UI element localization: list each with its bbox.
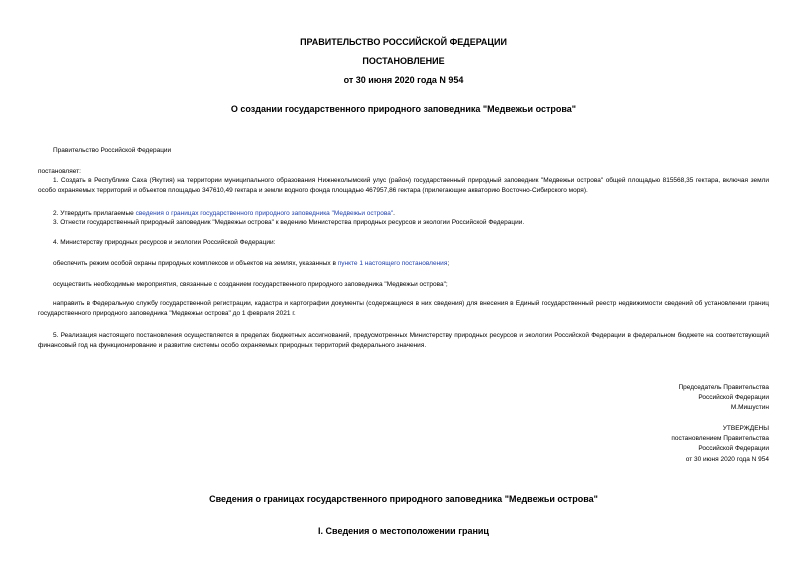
- paragraph-4: 4. Министерству природных ресурсов и экологии Российской Федерации:: [53, 239, 276, 246]
- approval-line-3: Российской Федерации: [698, 445, 769, 452]
- decides-text: постановляет:: [38, 168, 81, 175]
- approval-line-2: постановлением Правительства: [671, 435, 769, 442]
- signature-title: Председатель Правительства: [678, 384, 769, 391]
- paragraph-5: 5. Реализация настоящего постановления осуществляется в пределах бюджетных ассигнований, предусмотренных Министерству природных ресурсов и экологии Российской Федерации в федеральном бюджете на соответствующий финансовый год на функционирование и развитие системы особо охраняемых природных территорий федерального значения.: [38, 332, 769, 349]
- appendix-section-title: I. Сведения о местоположении границ: [318, 526, 489, 536]
- intro-text: Правительство Российской Федерации: [53, 147, 172, 154]
- paragraph-3: 3. Отнести государственный природный заповедник "Медвежьи острова" к ведению Министерства природных ресурсов и экологии Российской Федерации.: [53, 219, 525, 226]
- link-boundaries-info[interactable]: сведения о границах государственного природного заповедника "Медвежьи острова": [135, 210, 394, 217]
- paragraph-4a-text: обеспечить режим особой охраны природных комплексов и объектов на землях, указанных в: [53, 260, 338, 267]
- link-point-1[interactable]: пункте 1 настоящего постановления: [337, 260, 448, 267]
- appendix-title: Сведения о границах государственного природного заповедника "Медвежьи острова": [209, 494, 598, 504]
- paragraph-4c: направить в Федеральную службу государственной регистрации, кадастра и картографии документы (содержащиеся в них сведения) для внесения в Единый государственный реестр недвижимости сведений об установлении границ государственного природного заповедника "Медвежьи острова" до 1 февраля 2021 г.: [38, 300, 769, 317]
- paragraph-2-end: .: [393, 210, 395, 217]
- paragraph-4b: осуществить необходимые мероприятия, связанные с созданием государственного природного заповедника "Медвежьи острова";: [53, 281, 448, 288]
- paragraph-2-text: 2. Утвердить прилагаемые: [53, 210, 136, 217]
- doc-type: ПОСТАНОВЛЕНИЕ: [362, 56, 445, 66]
- approval-date: от 30 июня 2020 года N 954: [685, 456, 769, 463]
- paragraph-4a: [53, 259, 449, 268]
- paragraph-2: [53, 209, 395, 218]
- signature-org: Российской Федерации: [698, 394, 769, 401]
- approval-label: УТВЕРЖДЕНЫ: [722, 425, 769, 432]
- paragraph-4a-end: ;: [447, 260, 450, 267]
- doc-title: О создании государственного природного заповедника "Медвежьи острова": [230, 104, 577, 114]
- org-name: ПРАВИТЕЛЬСТВО РОССИЙСКОЙ ФЕДЕРАЦИИ: [300, 37, 507, 47]
- paragraph-1: 1. Создать в Республике Саха (Якутия) на территории муниципального образования Нижнеколымский улус (район) государственный природный заповедник "Медвежьи острова" общей площадью 815568,35 гектара, включая земли особо охраняемых территорий и объектов площадью 347610,49 гектара и земли водного фонда площадью 467957,86 гектара (прилегающие акваторию Восточно-Сибирского моря).: [38, 177, 769, 194]
- doc-date: от 30 июня 2020 года N 954: [343, 75, 464, 85]
- signature-name: М.Мишустин: [730, 404, 769, 411]
